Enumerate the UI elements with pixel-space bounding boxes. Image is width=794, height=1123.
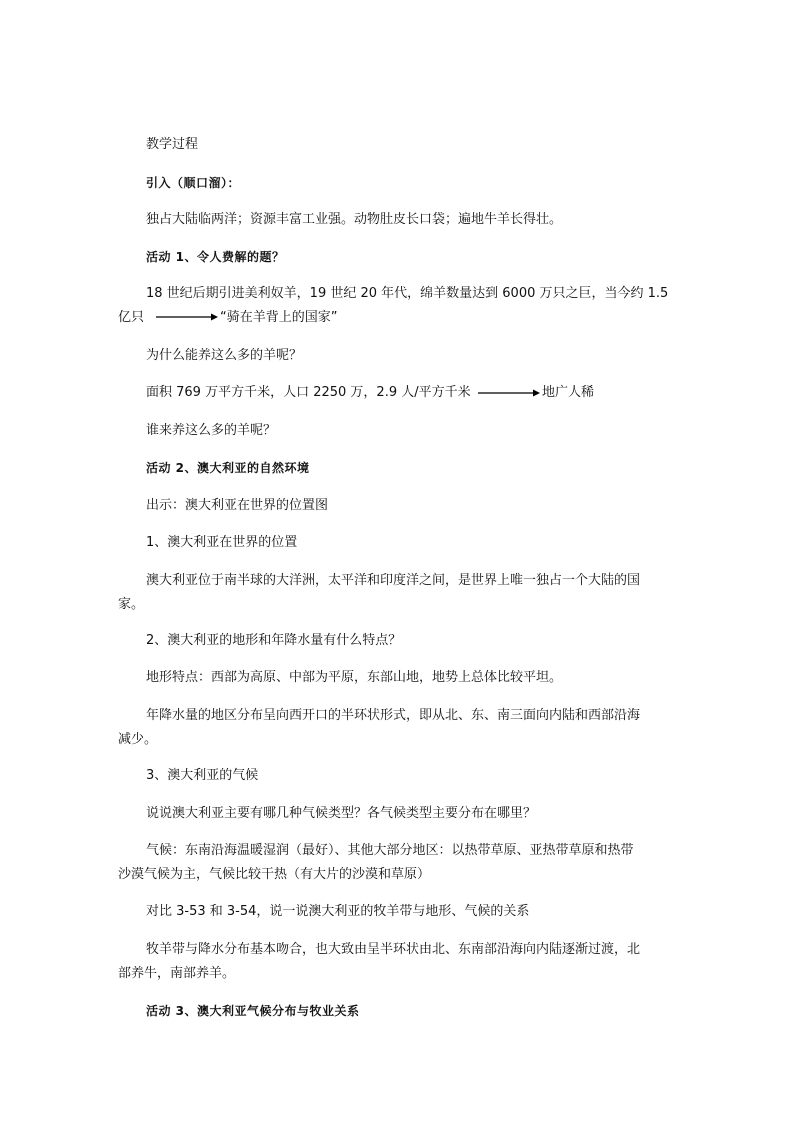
intro-text: 独占大陆临两洋；资源丰富工业强。动物肚皮长口袋；遍地牛羊长得壮。 xyxy=(146,212,563,227)
activity1-text-line2a: 亿只 xyxy=(118,310,145,325)
pasture-line1: 牧羊带与降水分布基本吻合，也大致由呈半环状由北、东南部沿海向内陆逐渐过渡，北 xyxy=(146,942,641,957)
activity1-text-line1: 18 世纪后期引进美利奴羊，19 世纪 20 年代，绵羊数量达到 6000 万只之巨，当今约 1.5 xyxy=(146,286,669,301)
activity2-heading: 活动 2、澳大利亚的自然环境 xyxy=(146,461,310,475)
question-2: 谁来养这么多的羊呢？ xyxy=(146,423,277,438)
pasture-line2: 部养牛，南部养羊。 xyxy=(118,966,236,981)
section1-text-line1: 澳大利亚位于南半球的大洋洲，太平洋和印度洋之间，是世界上唯一独占一个大陆的国 xyxy=(146,573,641,588)
question-1: 为什么能养这么多的羊呢？ xyxy=(146,348,303,363)
section2-rain-line2: 减少。 xyxy=(118,732,158,747)
compare-text: 对比 3-53 和 3-54，说一说澳大利亚的牧羊带与地形、气候的关系 xyxy=(146,904,530,919)
section3-title: 3、澳大利亚的气候 xyxy=(146,768,259,783)
page-title: 教学过程 xyxy=(146,137,199,152)
section2-title: 2、澳大利亚的地形和年降水量有什么特点？ xyxy=(146,633,402,648)
intro-heading: 引入（顺口溜）： xyxy=(146,176,241,190)
activity1-text-line2b: “骑在羊背上的国家” xyxy=(220,310,338,325)
arrow-right-icon xyxy=(478,388,540,398)
area-result: 地广人稀 xyxy=(542,385,595,400)
show-map-text: 出示：澳大利亚在世界的位置图 xyxy=(146,498,329,513)
section1-text-line2: 家。 xyxy=(118,597,145,612)
section2-terrain: 地形特点：西部为高原、中部为平原，东部山地，地势上总体比较平坦。 xyxy=(146,670,563,685)
section3-question: 说说澳大利亚主要有哪几种气候类型？各气候类型主要分布在哪里？ xyxy=(146,806,537,821)
activity3-heading: 活动 3、澳大利亚气候分布与牧业关系 xyxy=(146,1004,360,1018)
section3-climate-line1: 气候：东南沿海温暖湿润（最好）、其他大部分地区：以热带草原、亚热带草原和热带 xyxy=(146,843,634,858)
arrow-right-icon xyxy=(156,312,218,322)
section1-title: 1、澳大利亚在世界的位置 xyxy=(146,535,298,550)
activity1-heading: 活动 1、令人费解的题？ xyxy=(146,250,285,264)
section3-climate-line2: 沙漠气候为主，气候比较干热（有大片的沙漠和草原） xyxy=(118,867,431,882)
section2-rain-line1: 年降水量的地区分布呈向西开口的半环状形式，即从北、东、南三面向内陆和西部沿海 xyxy=(146,708,641,723)
area-text: 面积 769 万平方千米，人口 2250 万，2.9 人/平方千米 xyxy=(146,385,471,400)
